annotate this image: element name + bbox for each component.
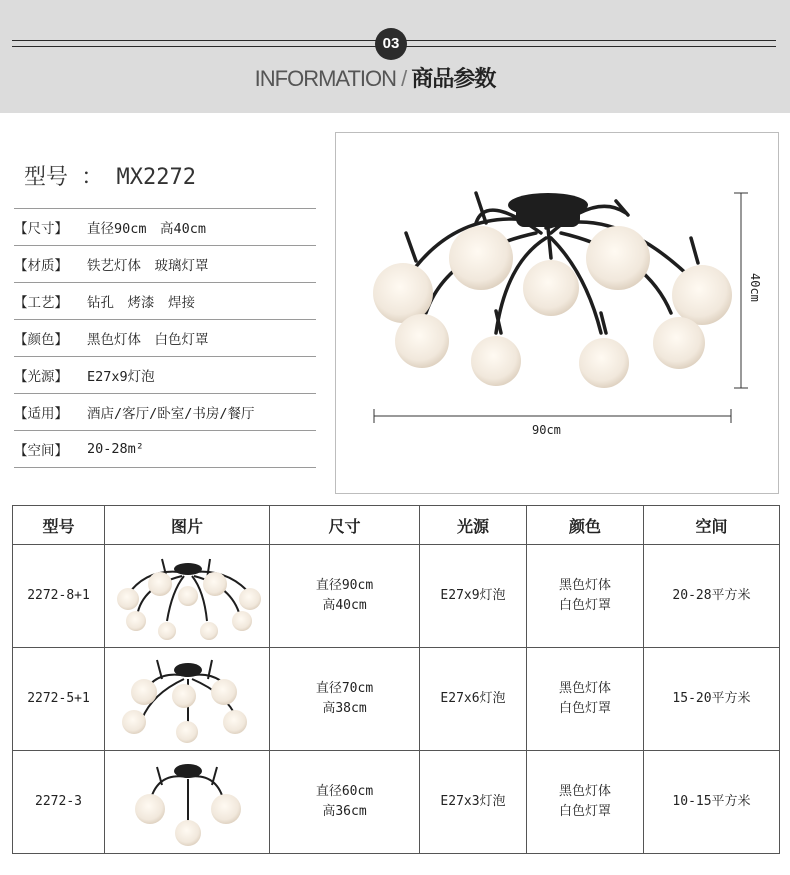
- row-model: 2272-3: [13, 751, 105, 854]
- row-size-height: 高38cm: [322, 701, 367, 716]
- row-size-diameter: 直径60cm: [315, 784, 374, 799]
- row-space: 20-28平方米: [644, 545, 780, 648]
- spec-value: 酒店/客厅/卧室/书房/餐厅: [87, 406, 255, 422]
- spec-value: 铁艺灯体 玻璃灯罩: [87, 258, 209, 274]
- spec-value: 钻孔 烤漆 焊接: [87, 295, 195, 311]
- row-image: [105, 648, 270, 751]
- spec-value: E27x9灯泡: [87, 369, 155, 385]
- row-color-body: 黑色灯体: [558, 784, 611, 799]
- row-color-shade: 白色灯罩: [558, 598, 611, 613]
- header-color: 颜色: [527, 506, 644, 545]
- header-space: 空间: [644, 506, 780, 545]
- row-light-source: E27x6灯泡: [420, 648, 527, 751]
- row-light-source: E27x3灯泡: [420, 751, 527, 854]
- model-comparison-table: [12, 505, 780, 854]
- section-number-badge: 03: [375, 28, 407, 60]
- row-space: 10-15平方米: [644, 751, 780, 854]
- product-thumbnail: [112, 757, 262, 847]
- spec-row-material: [14, 246, 316, 283]
- chandelier-illustration: [336, 133, 778, 493]
- row-color: [527, 545, 644, 648]
- spec-key: 【光源】: [14, 369, 68, 385]
- product-photo: [335, 132, 779, 494]
- spec-key: 【空间】: [14, 443, 68, 459]
- table-row: [13, 648, 780, 751]
- row-color: [527, 751, 644, 854]
- spec-value: 20-28m²: [87, 441, 144, 457]
- row-size: [270, 545, 420, 648]
- row-space: 15-20平方米: [644, 648, 780, 751]
- spec-row-usage: [14, 394, 316, 431]
- row-color: [527, 648, 644, 751]
- section-title-cn: 商品参数: [411, 67, 496, 92]
- row-size: [270, 751, 420, 854]
- spec-value: 黑色灯体 白色灯罩: [87, 332, 209, 348]
- row-model: 2272-8+1: [13, 545, 105, 648]
- height-dimension-label: 40cm: [748, 273, 762, 302]
- spec-list: [14, 208, 316, 468]
- section-title-separator: /: [396, 66, 412, 91]
- spec-key: 【适用】: [14, 406, 68, 422]
- header-size: 尺寸: [270, 506, 420, 545]
- table-row: [13, 545, 780, 648]
- row-size: [270, 648, 420, 751]
- spec-row-light-source: [14, 357, 316, 394]
- width-dimension-label: 90cm: [532, 423, 561, 437]
- spec-key: 【尺寸】: [14, 221, 68, 237]
- header-light-source: 光源: [420, 506, 527, 545]
- spec-key: 【工艺】: [14, 295, 68, 311]
- section-title: [0, 62, 750, 93]
- header-model: 型号: [13, 506, 105, 545]
- row-size-height: 高40cm: [322, 598, 367, 613]
- section-title-en: INFORMATION: [254, 66, 396, 91]
- row-model: 2272-5+1: [13, 648, 105, 751]
- row-color-shade: 白色灯罩: [558, 804, 611, 819]
- row-color-body: 黑色灯体: [558, 578, 611, 593]
- product-thumbnail: [112, 551, 262, 641]
- section-header: [0, 0, 790, 113]
- spec-key: 【材质】: [14, 258, 68, 274]
- glass-shades: [373, 226, 732, 388]
- model-number: 型号 ： MX2272: [24, 165, 196, 190]
- spec-row-color: [14, 320, 316, 357]
- row-size-diameter: 直径90cm: [315, 578, 374, 593]
- table-header-row: [13, 506, 780, 545]
- row-image: [105, 751, 270, 854]
- spec-key: 【颜色】: [14, 332, 68, 348]
- spec-row-craft: [14, 283, 316, 320]
- spec-row-space: [14, 431, 316, 468]
- row-color-shade: 白色灯罩: [558, 701, 611, 716]
- header-image: 图片: [105, 506, 270, 545]
- row-image: [105, 545, 270, 648]
- row-color-body: 黑色灯体: [558, 681, 611, 696]
- product-thumbnail: [112, 654, 262, 744]
- spec-value: 直径90cm 高40cm: [87, 221, 207, 237]
- row-size-diameter: 直径70cm: [315, 681, 374, 696]
- spec-row-size: [14, 208, 316, 246]
- table-row: [13, 751, 780, 854]
- row-size-height: 高36cm: [322, 804, 367, 819]
- row-light-source: E27x9灯泡: [420, 545, 527, 648]
